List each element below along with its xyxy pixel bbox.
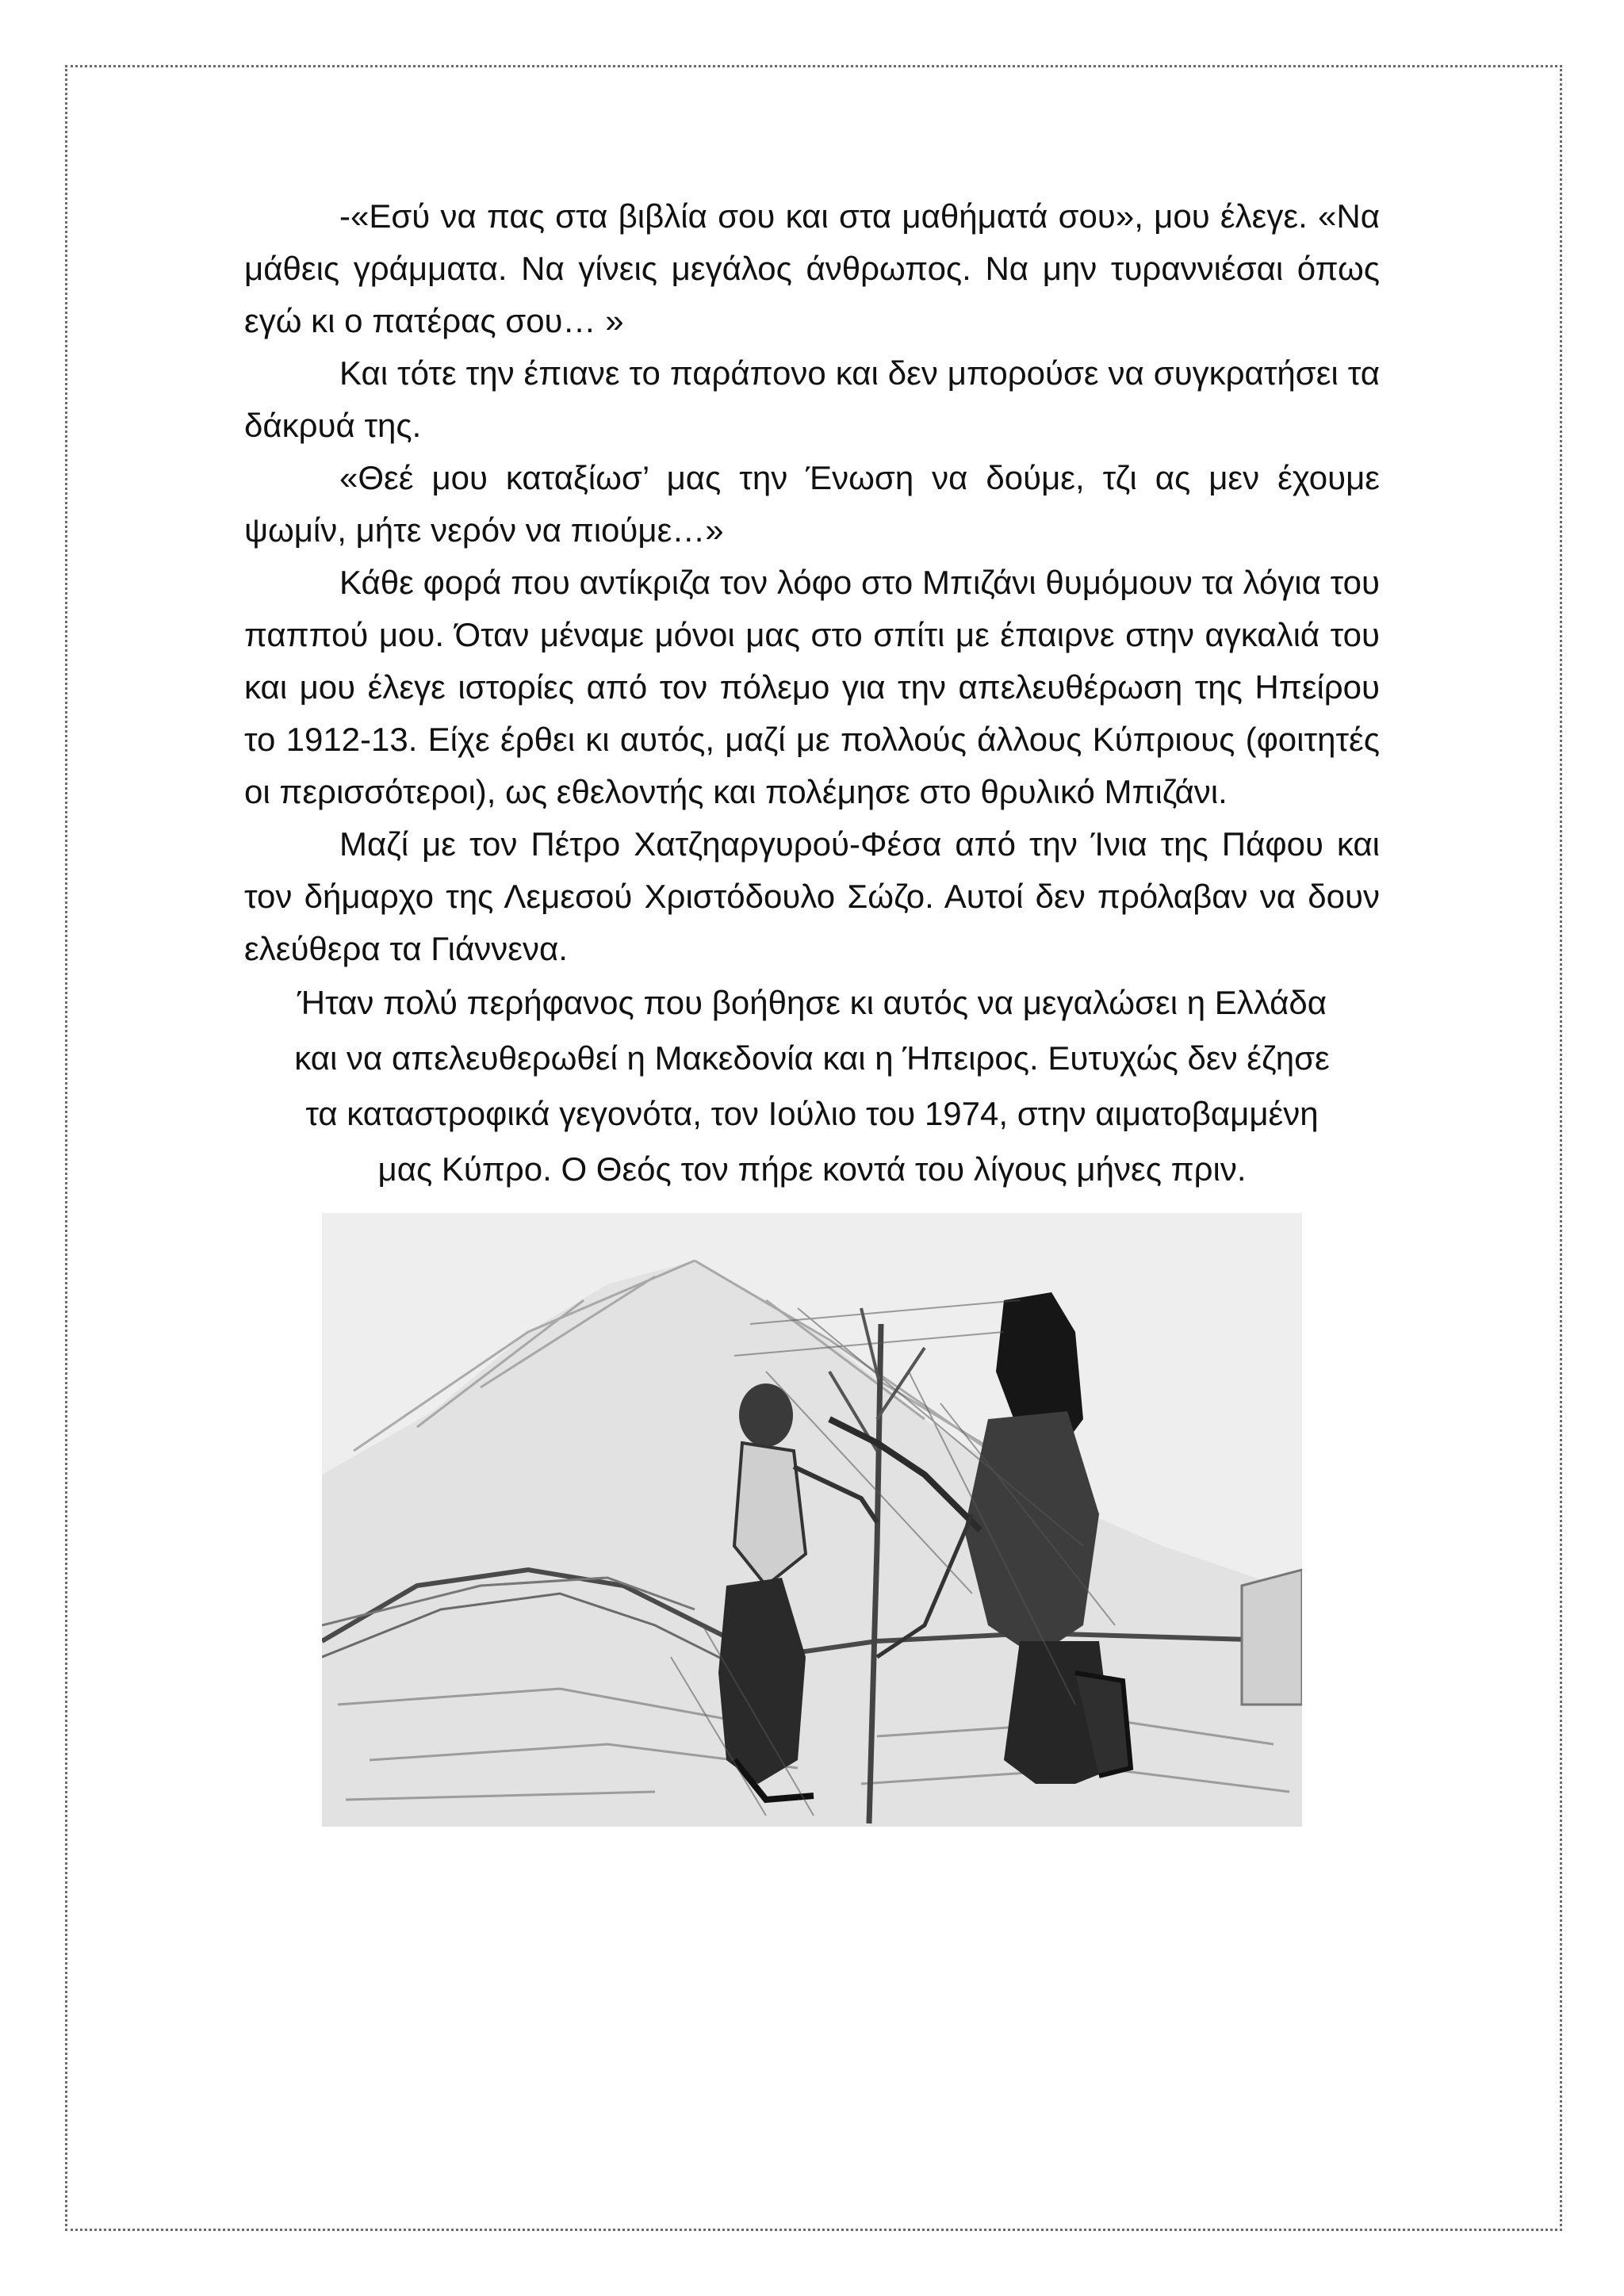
body-text <box>244 190 1380 1197</box>
paragraph: Μαζί με τον Πέτρο Χατζηαργυρού-Φέσα από την Ίνια της Πάφου και τον δήμαρχο της Λεμεσού Χριστόδουλο Σώζο. Αυτοί δεν πρόλαβαν να δουν ελεύθερα τα Γιάννενα. <box>244 825 1380 967</box>
centered-line: και να απελευθερωθεί η Μακεδονία και η Ήπειρος. Ευτυχώς δεν έζησε <box>294 1039 1330 1077</box>
paragraph: «Θεέ μου καταξίωσ’ μας την Ένωση να δούμε, τζι ας μεν έχουμε ψωμίν, μήτε νερόν να πιούμε…» <box>244 459 1380 549</box>
paragraph: -«Εσύ να πας στα βιβλία σου και στα μαθήματά σου», μου έλεγε. «Να μάθεις γράμματα. Να γίνεις μεγάλος άνθρωπος. Να μην τυραννιέσαι όπως εγώ κι ο πατέρας σου… » <box>244 197 1380 339</box>
centered-line: Ήταν πολύ περήφανος που βοήθησε κι αυτός να μεγαλώσει η Ελλάδα <box>297 984 1327 1021</box>
sketch-illustration <box>322 1213 1302 1827</box>
centered-line: μας Κύπρο. Ο Θεός τον πήρε κοντά του λίγους μήνες πριν. <box>377 1150 1247 1188</box>
paragraph: Και τότε την έπιανε το παράπονο και δεν μπορούσε να συγκρατήσει τα δάκρυά της. <box>244 354 1380 444</box>
centered-paragraph <box>244 975 1380 1197</box>
centered-line: τα καταστροφικά γεγονότα, τον Ιούλιο του 1974, στην αιματοβαμμένη <box>305 1095 1319 1132</box>
paragraph: Κάθε φορά που αντίκριζα τον λόφο στο Μπιζάνι θυμόμουν τα λόγια του παππού μου. Όταν μέναμε μόνοι μας στο σπίτι με έπαιρνε στην αγκαλιά του και μου έλεγε ιστορίες από τον πόλεμο για την απελευθέρωση της Ηπείρου το 1912-13. Είχε έρθει κι αυτός, μαζί με πολλούς άλλους Κύπριους (φοιτητές οι περισσότεροι), ως εθελοντής και πολέμησε στο θρυλικό Μπιζάνι. <box>244 564 1380 810</box>
